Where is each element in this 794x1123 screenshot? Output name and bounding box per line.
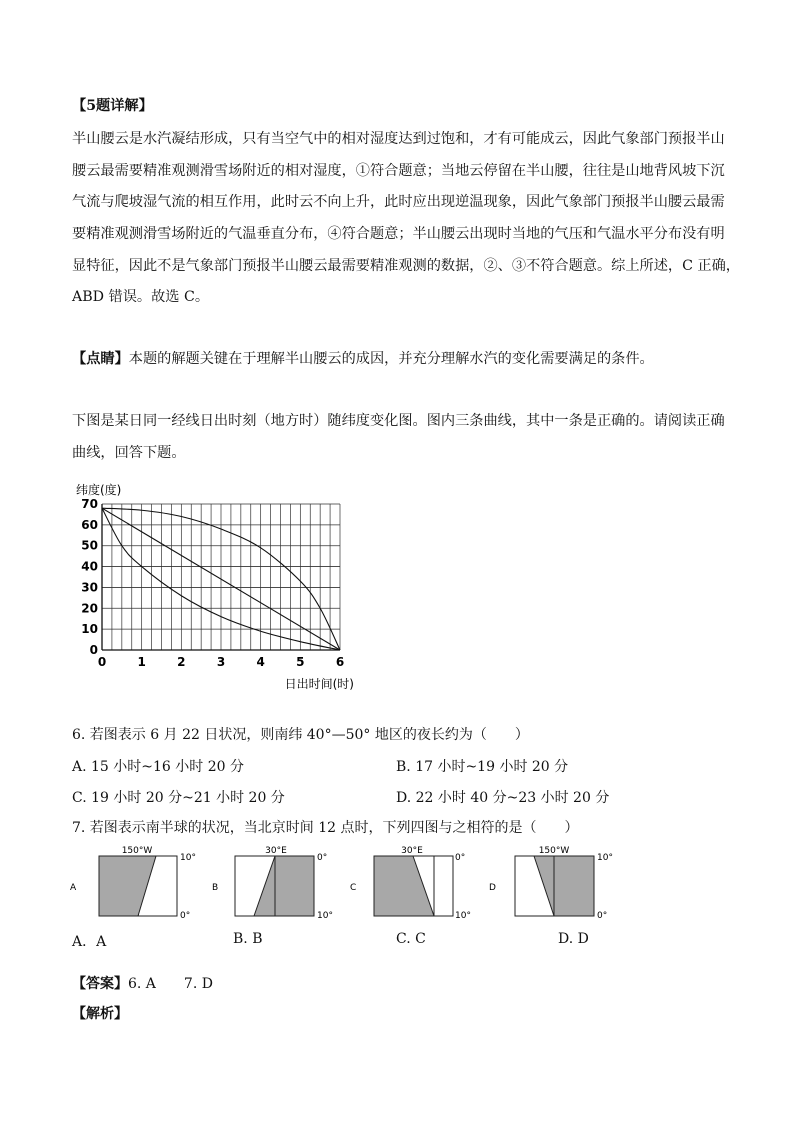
paragraph-line: 显特征，因此不是气象部门预报半山腰云最需要精准观测的数据，②、③不符合题意。综上所述，C 正确， [72, 258, 740, 274]
night-area [534, 856, 594, 916]
tip-label: 【点睛】 [72, 351, 129, 367]
q7-option-c[interactable]: C. C [396, 931, 426, 947]
paragraph-line: 气流与爬坡湿气流的相互作用，此时云不向上升，此时应出现逆温现象，因此气象部门预报半山腰云最需 [72, 194, 725, 210]
diagram-c [350, 846, 471, 921]
y-tick-label: 20 [81, 601, 98, 616]
top-lat: 10° [597, 853, 613, 863]
x-tick-label: 6 [335, 655, 345, 669]
top-lat: 0° [317, 853, 328, 863]
tip-text: 本题的解题关键在于理解半山腰云的成因，并充分理解水汽的变化需要满足的条件。 [128, 351, 654, 367]
night-area [99, 856, 139, 916]
diagram-d [489, 846, 613, 921]
y-tick-label: 40 [81, 559, 98, 574]
y-axis-label: 纬度(度) [76, 483, 122, 497]
q6-option-d[interactable]: D. 22 小时 40 分~23 小时 20 分 [396, 790, 610, 806]
y-tick-label: 70 [81, 497, 98, 511]
answer-line [72, 973, 213, 993]
x-tick-label: 5 [296, 655, 305, 669]
diagram-letter: D [489, 883, 496, 893]
x-tick-label: 3 [216, 655, 226, 669]
analysis-label: 【解析】 [72, 1006, 128, 1022]
paragraph-line: ABD 错误。故选 C。 [72, 289, 210, 305]
y-tick-label: 30 [81, 580, 98, 595]
q6-stem: 6. 若图表示 6 月 22 日状况，则南纬 40°—50° 地区的夜长约为（ ） [72, 727, 529, 743]
night-area [374, 856, 434, 916]
bottom-lat: 0° [180, 911, 191, 921]
y-tick-label: 60 [81, 517, 98, 532]
meridian-label: 30°E [401, 846, 423, 856]
bottom-lat: 10° [455, 911, 471, 921]
top-lat: 10° [180, 853, 196, 863]
q6-option-a[interactable]: A. 15 小时~16 小时 20 分 [72, 759, 244, 775]
q6-option-b[interactable]: B. 17 小时~19 小时 20 分 [396, 759, 569, 775]
paragraph-line: 腰云最需要精准观测滑雪场附近的相对湿度，①符合题意；当地云停留在半山腰，往往是山地背风坡下沉 [72, 163, 725, 179]
answer-text: 6. A 7. D [128, 976, 213, 992]
x-tick-label: 2 [177, 655, 186, 669]
paragraph-line: 要精准观测滑雪场附近的气温垂直分布，④符合题意；半山腰云出现时当地的气压和气温水平分布没有明 [72, 226, 725, 242]
q7-option-d[interactable]: D. D [558, 931, 589, 947]
paragraph-line: 半山腰云是水汽凝结形成，只有当空气中的相对湿度达到过饱和，才有可能成云，因此气象部门预报半山 [72, 131, 725, 147]
q7-diagrams [64, 842, 744, 924]
q7-option-b[interactable]: B. B [233, 931, 263, 947]
bottom-lat: 10° [317, 911, 333, 921]
diagram-letter: B [212, 883, 219, 893]
diagram-letter: A [70, 883, 77, 893]
meridian-label: 150°W [121, 846, 153, 856]
answer-label: 【答案】 [72, 976, 128, 992]
bottom-lat: 0° [597, 911, 608, 921]
meridian-label: 30°E [265, 846, 287, 856]
diagram-b [212, 846, 333, 921]
diagram-letter: C [350, 883, 357, 893]
x-tick-label: 0 [97, 655, 107, 669]
diagram-a [70, 846, 196, 921]
x-axis-label: 日出时间(时) [284, 677, 354, 691]
meridian-label: 150°W [538, 846, 570, 856]
q7-option-a[interactable]: A．A [72, 934, 107, 950]
y-tick-label: 10 [81, 622, 98, 637]
tip-paragraph [72, 349, 654, 369]
night-area [254, 856, 314, 916]
x-tick-label: 1 [137, 655, 146, 669]
q6-option-c[interactable]: C. 19 小时 20 分~21 小时 20 分 [72, 790, 285, 806]
y-tick-label: 50 [81, 538, 98, 553]
q7-stem: 7. 若图表示南半球的状况，当北京时间 12 点时，下列四图与之相符的是（ ） [72, 820, 579, 836]
x-tick-label: 4 [256, 655, 265, 669]
intro-line: 曲线，回答下题。 [72, 445, 186, 461]
intro-line: 下图是某日同一经线日出时刻（地方时）随纬度变化图。图内三条曲线，其中一条是正确的。请阅读正确 [72, 413, 725, 429]
section5-heading: 【5题详解】 [72, 98, 153, 114]
y-tick-label: 0 [89, 643, 98, 657]
top-lat: 0° [455, 853, 466, 863]
sunrise-latitude-chart [60, 470, 380, 700]
